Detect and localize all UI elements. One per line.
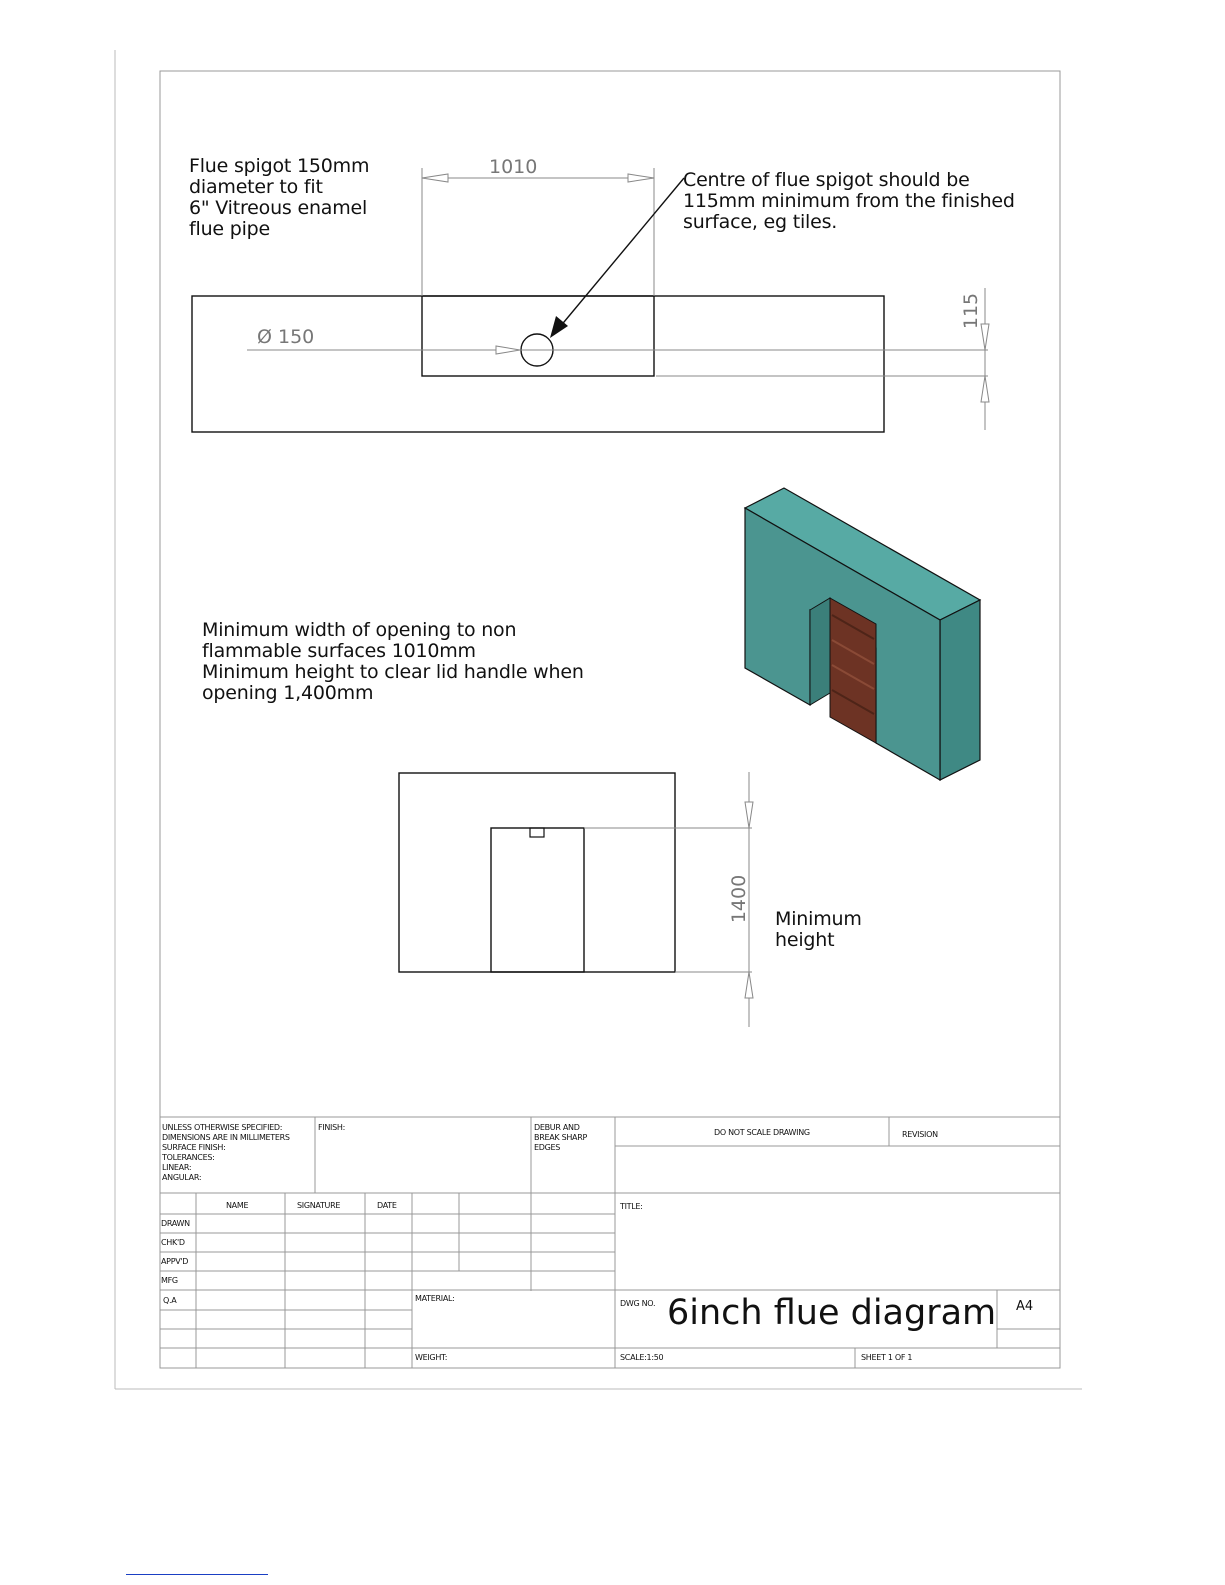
footer-link-underline[interactable] <box>126 1574 268 1575</box>
lid-handle <box>530 828 544 837</box>
min-width-height-note: Minimum width of opening to non flammable surfaces 1010mm Minimum height to clear lid handle when opening 1,400mm <box>202 619 584 704</box>
width-arrow-right <box>628 174 654 182</box>
drawing-title: 6inch flue diagram <box>667 1293 997 1333</box>
centre-note-leader <box>554 178 684 334</box>
top-view-outline <box>192 296 884 432</box>
title-label: TITLE: <box>620 1202 643 1211</box>
diameter-symbol: Ø <box>257 326 272 348</box>
sheet-label: SHEET 1 OF 1 <box>861 1353 913 1362</box>
front-view <box>399 772 753 1027</box>
model-side-face <box>940 600 980 780</box>
date-column-header: DATE <box>377 1201 397 1210</box>
revision-label: REVISION <box>902 1130 938 1139</box>
offset-arrow-bottom <box>981 376 989 402</box>
scale-label: SCALE:1:50 <box>620 1353 664 1362</box>
weight-label: WEIGHT: <box>415 1353 448 1362</box>
front-view-opening <box>491 828 584 972</box>
do-not-scale-label: DO NOT SCALE DRAWING <box>714 1128 810 1137</box>
row-label-approved: APPV'D <box>161 1257 189 1266</box>
material-label: MATERIAL: <box>415 1294 455 1303</box>
opening-inner-wall <box>810 598 830 705</box>
width-dimension-label: 1010 <box>489 156 538 178</box>
row-label-qa: Q.A <box>163 1296 177 1305</box>
offset-arrow-top <box>981 324 989 350</box>
centre-note-arrow <box>550 316 568 338</box>
dwg-no-label: DWG NO. <box>620 1299 656 1308</box>
finish-label: FINISH: <box>318 1123 345 1132</box>
general-notes: UNLESS OTHERWISE SPECIFIED: DIMENSIONS ARE IN MILLIMETERS SURFACE FINISH: TOLERANCES: LINEAR: ANGULAR: <box>162 1123 290 1182</box>
offset-dimension-label: 115 <box>960 292 983 330</box>
sheet-size: A4 <box>1016 1299 1034 1314</box>
top-view-opening <box>422 296 654 376</box>
row-label-checked: CHK'D <box>161 1238 185 1247</box>
height-dimension-label: 1400 <box>728 874 751 924</box>
diameter-dimension-label: 150 <box>278 326 315 348</box>
min-height-note: Minimum height <box>775 908 862 951</box>
row-label-mfg: MFG <box>161 1276 178 1285</box>
row-label-drawn: DRAWN <box>161 1219 190 1228</box>
signature-column-header: SIGNATURE <box>297 1201 341 1210</box>
diameter-arrow <box>496 346 520 354</box>
height-arrow-top <box>745 802 753 828</box>
height-arrow-bottom <box>745 972 753 998</box>
flue-spigot-note: Flue spigot 150mm diameter to fit 6" Vitreous enamel flue pipe <box>189 155 370 240</box>
width-arrow-left <box>422 174 448 182</box>
debur-label: DEBUR AND BREAK SHARP EDGES <box>534 1123 588 1152</box>
brick-back-wall <box>830 598 876 743</box>
front-view-outline <box>399 773 675 972</box>
name-column-header: NAME <box>226 1201 249 1210</box>
centre-spigot-note: Centre of flue spigot should be 115mm minimum from the finished surface, eg tiles. <box>683 169 1015 233</box>
isometric-model <box>745 488 980 780</box>
